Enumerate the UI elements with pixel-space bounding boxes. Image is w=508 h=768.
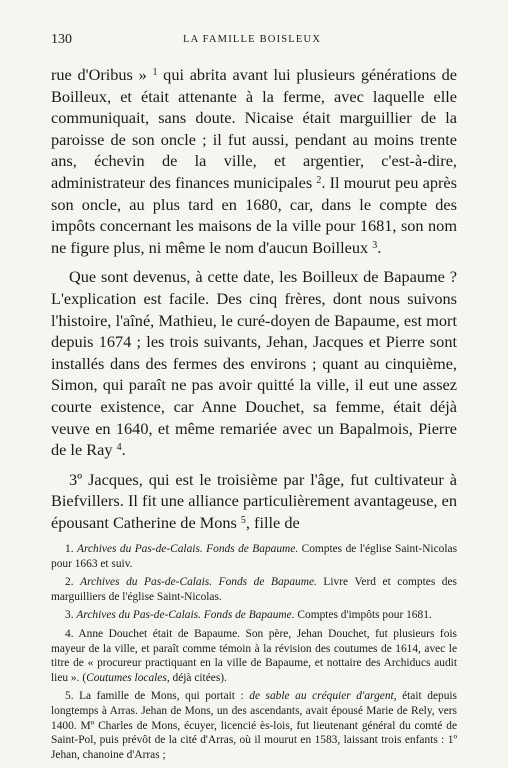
footnote-4 <box>51 627 457 685</box>
paragraph-2 <box>51 266 457 460</box>
footnote-source: Coutumes locales <box>86 671 167 684</box>
footnote-source: Archives du Pas-de-Calais. Fonds de Bapaume. <box>77 543 299 555</box>
footnote-source: Archives du Pas-de-Calais. Fonds de Bapaume. <box>76 609 295 622</box>
footnote-blazon: de sable au créquier d'argent <box>249 690 394 703</box>
footnote-text: Comptes de l'église Saint-Nicolas pour 1663 et suiv. <box>51 543 457 570</box>
running-title: LA FAMILLE BOISLEUX <box>183 34 322 45</box>
footnote-ref-5: 5 <box>240 514 246 526</box>
page-header <box>51 32 457 52</box>
footnote-text: Livre Verd et comptes des marguilliers de l'église Saint-Nicolas. <box>51 576 457 603</box>
footnote-3 <box>51 608 457 623</box>
footnote-text: , était depuis longtemps à Arras. Jehan de Mons, un des ascendants, avait épousé Marie de Rely, vers 1400. Mº Charles de Mons, écuyer, licencié ès-lois, fut lieutenant général du comté de Saint-Pol, puis prévôt de la cité d'Arras, où il mourut en 1583, laissant trois enfants : 1º Jehan, chanoine d'Arras ; <box>51 690 457 761</box>
footnote-ref-2: 2 <box>316 174 322 186</box>
footnote-number: 1. <box>65 543 77 555</box>
footnote-source: Archives du Pas-de-Calais. Fonds de Bapaume. <box>80 576 317 589</box>
body-text <box>51 64 457 533</box>
text-run: . <box>377 237 382 257</box>
text-run: , fille de <box>245 512 300 532</box>
page-number: 130 <box>51 32 72 47</box>
text-run: qui abrita avant lui plusieurs générations de Boilleux, et était attenante à la ferme, avec laquelle elle communiquait, sans doute. Nicaise était marguillier de la paroisse de son oncle ; il fut aussi, pendant au moins trente ans, échevin de la ville, et argentier, c'est-à-dire, administrateur des finances municipales <box>51 65 457 192</box>
footnote-2 <box>51 575 457 604</box>
footnote-5 <box>51 689 457 762</box>
footnote-text: , déjà citées). <box>166 671 227 684</box>
footnote-ref-1: 1 <box>152 67 158 78</box>
footnotes <box>51 542 457 766</box>
footnote-text: 4. Anne Douchet était de Bapaume. Son père, Jehan Douchet, fut plusieurs fois mayeur de la ville, et paraît comme témoin à la révision des coutumes de 1614, avec le titre de « procureur practiquant en la ville de Bapaume, et nottaire des Archiducs audit lieu ». ( <box>51 627 457 684</box>
paragraph-3 <box>51 469 457 534</box>
text-run: rue d'Oribus » <box>51 65 153 84</box>
text-run: Que sont devenus, à cette date, les Boilleux de Bapaume ? L'explication est facile. Des cinq frères, dont nous suivons l'histoire, l'aîné, Mathieu, le curé-doyen de Bapaume, est mort depuis 1674 ; les trois suivants, Jehan, Jacques et Pierre sont installés dans des fermes des environs ; quant au cinquième, Simon, qui paraît ne pas avoir quitté la ville, il eut une assez courte existence, car Anne Douchet, sa femme, était déjà veuve en 1640, et même remariée avec un Bapalmois, Pierre de le Ray <box>51 267 457 460</box>
footnote-number: 2. <box>65 576 81 589</box>
footnote-text: 5. La famille de Mons, qui portait : <box>65 690 250 703</box>
footnote-number: 3. <box>65 609 77 622</box>
paragraph-1 <box>51 64 457 258</box>
text-run: 3º Jacques, qui est le troisième par l'âge, fut cultivateur à Biefvillers. Il fit une alliance particulièrement avantageuse, en épousant Catherine de Mons <box>51 469 457 532</box>
text-run: . Il mourut peu après son oncle, au plus tard en 1680, car, dans le compte des impôts concernant les maisons de la ville pour 1681, son nom ne figure plus, ni même le nom d'aucun Boilleux <box>51 172 457 257</box>
text-run: . <box>121 440 126 460</box>
footnote-ref-4: 4 <box>116 442 122 454</box>
footnote-text: Comptes d'impôts pour 1681. <box>294 609 432 622</box>
footnote-ref-3: 3 <box>372 239 378 251</box>
footnote-1 <box>51 542 457 571</box>
